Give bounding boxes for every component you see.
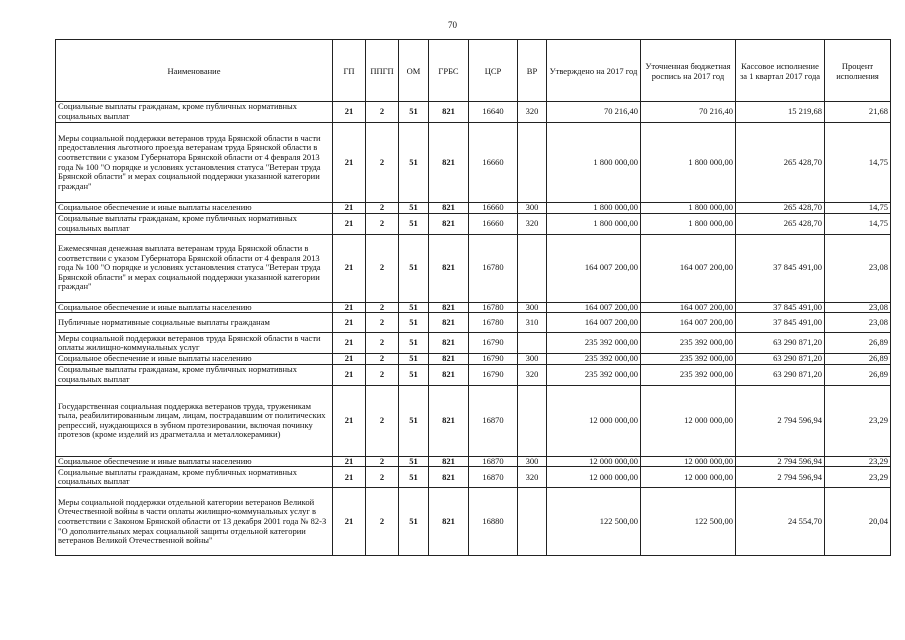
header-percent: Процент исполнения <box>825 40 891 102</box>
row-vr: 300 <box>518 302 547 313</box>
row-om: 51 <box>399 364 429 385</box>
row-om: 51 <box>399 123 429 203</box>
row-om: 51 <box>399 456 429 467</box>
row-ppgp: 2 <box>366 123 399 203</box>
row-grbs: 821 <box>429 364 469 385</box>
header-name: Наименование <box>56 40 333 102</box>
header-grbs: ГРБС <box>429 40 469 102</box>
row-vr: 320 <box>518 467 547 488</box>
row-grbs: 821 <box>429 302 469 313</box>
row-om: 51 <box>399 203 429 214</box>
row-om: 51 <box>399 488 429 556</box>
row-name: Социальное обеспечение и иные выплаты населению <box>56 456 333 467</box>
row-om: 51 <box>399 213 429 234</box>
row-executed: 2 794 596,94 <box>736 467 825 488</box>
row-name: Публичные нормативные социальные выплаты гражданам <box>56 313 333 333</box>
row-csr: 16790 <box>469 354 518 365</box>
row-vr: 300 <box>518 203 547 214</box>
row-ppgp: 2 <box>366 385 399 456</box>
row-percent: 14,75 <box>825 203 891 214</box>
row-gp: 21 <box>333 213 366 234</box>
row-approved: 1 800 000,00 <box>547 213 641 234</box>
row-csr: 16870 <box>469 456 518 467</box>
row-percent: 23,29 <box>825 385 891 456</box>
row-grbs: 821 <box>429 354 469 365</box>
row-vr <box>518 333 547 354</box>
row-om: 51 <box>399 313 429 333</box>
row-name: Социальное обеспечение и иные выплаты населению <box>56 302 333 313</box>
row-revised: 70 216,40 <box>641 102 736 123</box>
row-name: Социальные выплаты гражданам, кроме публичных нормативных социальных выплат <box>56 364 333 385</box>
header-om: ОМ <box>399 40 429 102</box>
row-csr: 16870 <box>469 467 518 488</box>
row-vr <box>518 123 547 203</box>
row-ppgp: 2 <box>366 302 399 313</box>
row-csr: 16880 <box>469 488 518 556</box>
row-csr: 16660 <box>469 203 518 214</box>
row-gp: 21 <box>333 313 366 333</box>
row-om: 51 <box>399 467 429 488</box>
row-csr: 16660 <box>469 213 518 234</box>
row-approved: 12 000 000,00 <box>547 456 641 467</box>
row-grbs: 821 <box>429 313 469 333</box>
row-name: Социальные выплаты гражданам, кроме публичных нормативных социальных выплат <box>56 467 333 488</box>
row-grbs: 821 <box>429 123 469 203</box>
row-ppgp: 2 <box>366 354 399 365</box>
row-executed: 37 845 491,00 <box>736 302 825 313</box>
row-csr: 16780 <box>469 302 518 313</box>
row-om: 51 <box>399 302 429 313</box>
header-vr: ВР <box>518 40 547 102</box>
row-percent: 14,75 <box>825 213 891 234</box>
row-grbs: 821 <box>429 488 469 556</box>
row-revised: 235 392 000,00 <box>641 333 736 354</box>
row-approved: 12 000 000,00 <box>547 385 641 456</box>
row-name: Меры социальной поддержки ветеранов труда Брянской области в части предоставления льготного проезда ветеранам труда Брянской области в соответствии с указом Губернатора Брянской области от 4 февраля 2013 года № 100 "О порядке и условиях установления статуса "Ветеран труда Брянской области" и мерах социальной поддержки указанной категории граждан" <box>56 123 333 203</box>
row-om: 51 <box>399 234 429 302</box>
row-percent: 23,08 <box>825 302 891 313</box>
row-revised: 1 800 000,00 <box>641 123 736 203</box>
row-gp: 21 <box>333 102 366 123</box>
row-revised: 12 000 000,00 <box>641 467 736 488</box>
row-percent: 26,89 <box>825 364 891 385</box>
page-number: 70 <box>448 20 457 30</box>
row-executed: 15 219,68 <box>736 102 825 123</box>
row-name: Социальное обеспечение и иные выплаты населению <box>56 354 333 365</box>
row-revised: 1 800 000,00 <box>641 213 736 234</box>
row-approved: 70 216,40 <box>547 102 641 123</box>
row-vr <box>518 385 547 456</box>
table-row <box>56 313 891 333</box>
table-row <box>56 456 891 467</box>
row-csr: 16790 <box>469 333 518 354</box>
row-ppgp: 2 <box>366 203 399 214</box>
table-row <box>56 467 891 488</box>
row-approved: 12 000 000,00 <box>547 467 641 488</box>
budget-table <box>55 39 891 556</box>
row-gp: 21 <box>333 302 366 313</box>
row-name: Социальные выплаты гражданам, кроме публичных нормативных социальных выплат <box>56 102 333 123</box>
row-vr: 300 <box>518 354 547 365</box>
row-grbs: 821 <box>429 102 469 123</box>
table-row <box>56 213 891 234</box>
row-csr: 16870 <box>469 385 518 456</box>
row-ppgp: 2 <box>366 467 399 488</box>
row-revised: 235 392 000,00 <box>641 364 736 385</box>
row-gp: 21 <box>333 385 366 456</box>
row-vr <box>518 234 547 302</box>
header-ppgp: ППГП <box>366 40 399 102</box>
row-executed: 37 845 491,00 <box>736 234 825 302</box>
row-percent: 26,89 <box>825 354 891 365</box>
row-vr <box>518 488 547 556</box>
row-executed: 63 290 871,20 <box>736 364 825 385</box>
row-om: 51 <box>399 385 429 456</box>
row-approved: 122 500,00 <box>547 488 641 556</box>
row-name: Социальные выплаты гражданам, кроме публичных нормативных социальных выплат <box>56 213 333 234</box>
row-grbs: 821 <box>429 203 469 214</box>
row-ppgp: 2 <box>366 333 399 354</box>
row-approved: 164 007 200,00 <box>547 313 641 333</box>
row-percent: 23,08 <box>825 234 891 302</box>
row-executed: 265 428,70 <box>736 203 825 214</box>
row-csr: 16780 <box>469 234 518 302</box>
row-vr: 310 <box>518 313 547 333</box>
table-row <box>56 302 891 313</box>
row-ppgp: 2 <box>366 234 399 302</box>
row-grbs: 821 <box>429 385 469 456</box>
row-approved: 235 392 000,00 <box>547 333 641 354</box>
table-row <box>56 354 891 365</box>
table-row <box>56 102 891 123</box>
row-name: Меры социальной поддержки ветеранов труда Брянской области в части оплаты жилищно-коммунальных услуг <box>56 333 333 354</box>
row-gp: 21 <box>333 333 366 354</box>
row-ppgp: 2 <box>366 313 399 333</box>
table-row <box>56 234 891 302</box>
row-ppgp: 2 <box>366 364 399 385</box>
row-revised: 164 007 200,00 <box>641 302 736 313</box>
table-header-row <box>56 40 891 102</box>
row-grbs: 821 <box>429 333 469 354</box>
table-row <box>56 385 891 456</box>
row-vr: 320 <box>518 102 547 123</box>
row-executed: 265 428,70 <box>736 123 825 203</box>
row-grbs: 821 <box>429 234 469 302</box>
row-om: 51 <box>399 102 429 123</box>
row-gp: 21 <box>333 123 366 203</box>
row-percent: 23,08 <box>825 313 891 333</box>
row-name: Государственная социальная поддержка ветеранов труда, труженикам тыла, реабилитированным лицам, лицам, пострадавшим от политических репрессий, нуждающихся в зубном протезировании, включая починку протезов (кроме изделий из драгметалла и металлокерамики) <box>56 385 333 456</box>
row-revised: 1 800 000,00 <box>641 203 736 214</box>
table-row <box>56 203 891 214</box>
row-gp: 21 <box>333 488 366 556</box>
row-percent: 14,75 <box>825 123 891 203</box>
table-row <box>56 488 891 556</box>
row-approved: 1 800 000,00 <box>547 203 641 214</box>
row-gp: 21 <box>333 456 366 467</box>
row-grbs: 821 <box>429 213 469 234</box>
row-name: Ежемесячная денежная выплата ветеранам труда Брянской области в соответствии с указом Губернатора Брянской области от 4 февраля 2013 года № 100 "О порядке и условиях установления статуса "Ветеран труда Брянской области" и мерах социальной поддержки указанной категории граждан" <box>56 234 333 302</box>
row-revised: 122 500,00 <box>641 488 736 556</box>
row-gp: 21 <box>333 234 366 302</box>
row-ppgp: 2 <box>366 102 399 123</box>
row-om: 51 <box>399 354 429 365</box>
row-percent: 26,89 <box>825 333 891 354</box>
row-csr: 16640 <box>469 102 518 123</box>
row-revised: 164 007 200,00 <box>641 313 736 333</box>
row-executed: 265 428,70 <box>736 213 825 234</box>
row-percent: 23,29 <box>825 456 891 467</box>
row-revised: 164 007 200,00 <box>641 234 736 302</box>
row-gp: 21 <box>333 467 366 488</box>
row-om: 51 <box>399 333 429 354</box>
header-csr: ЦСР <box>469 40 518 102</box>
row-gp: 21 <box>333 203 366 214</box>
header-revised: Уточненная бюджетная роспись на 2017 год <box>641 40 736 102</box>
row-vr: 320 <box>518 213 547 234</box>
row-approved: 235 392 000,00 <box>547 364 641 385</box>
row-executed: 63 290 871,20 <box>736 354 825 365</box>
row-csr: 16660 <box>469 123 518 203</box>
row-gp: 21 <box>333 364 366 385</box>
row-csr: 16780 <box>469 313 518 333</box>
row-executed: 2 794 596,94 <box>736 456 825 467</box>
row-executed: 63 290 871,20 <box>736 333 825 354</box>
row-revised: 12 000 000,00 <box>641 385 736 456</box>
row-gp: 21 <box>333 354 366 365</box>
table-row <box>56 364 891 385</box>
row-revised: 12 000 000,00 <box>641 456 736 467</box>
row-executed: 2 794 596,94 <box>736 385 825 456</box>
table-row <box>56 333 891 354</box>
row-csr: 16790 <box>469 364 518 385</box>
row-ppgp: 2 <box>366 213 399 234</box>
row-grbs: 821 <box>429 456 469 467</box>
row-percent: 20,04 <box>825 488 891 556</box>
row-percent: 23,29 <box>825 467 891 488</box>
row-executed: 24 554,70 <box>736 488 825 556</box>
header-approved: Утверждено на 2017 год <box>547 40 641 102</box>
header-executed: Кассовое исполнение за 1 квартал 2017 года <box>736 40 825 102</box>
row-approved: 1 800 000,00 <box>547 123 641 203</box>
row-approved: 164 007 200,00 <box>547 234 641 302</box>
table-row <box>56 123 891 203</box>
row-ppgp: 2 <box>366 488 399 556</box>
row-approved: 235 392 000,00 <box>547 354 641 365</box>
header-gp: ГП <box>333 40 366 102</box>
row-name: Социальное обеспечение и иные выплаты населению <box>56 203 333 214</box>
row-vr: 300 <box>518 456 547 467</box>
row-ppgp: 2 <box>366 456 399 467</box>
row-executed: 37 845 491,00 <box>736 313 825 333</box>
row-revised: 235 392 000,00 <box>641 354 736 365</box>
row-vr: 320 <box>518 364 547 385</box>
row-percent: 21,68 <box>825 102 891 123</box>
row-grbs: 821 <box>429 467 469 488</box>
row-approved: 164 007 200,00 <box>547 302 641 313</box>
row-name: Меры социальной поддержки отдельной категории ветеранов Великой Отечественной войны в части оплаты жилищно-коммунальных услуг в соответствии с Законом Брянской области от 13 декабря 2001 года № 82-З "О дополнительных мерах социальной защиты отдельной категории ветеранов Великой Отечественной войны" <box>56 488 333 556</box>
